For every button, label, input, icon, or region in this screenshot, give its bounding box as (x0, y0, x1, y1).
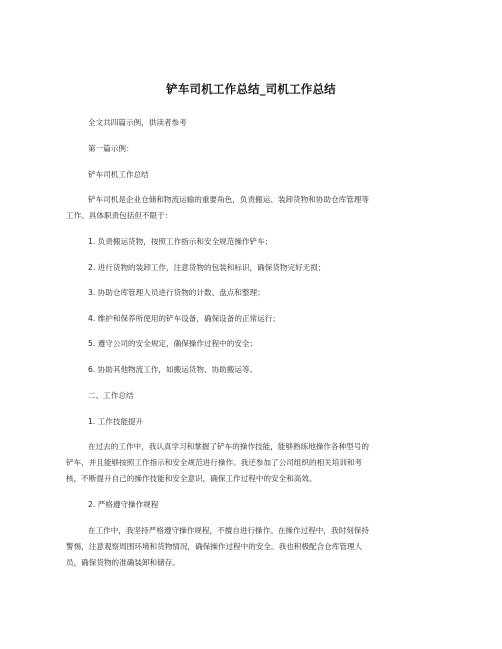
intro-line: 全文共四篇示例，供读者参考 (88, 118, 187, 127)
list-item: 5. 遵守公司的安全规定，确保操作过程中的安全； (88, 339, 258, 348)
paragraph-line: 工作。具体职责包括但不限于： (66, 211, 173, 220)
section-title: 铲车司机工作总结 (88, 170, 149, 179)
section-heading: 二、工作总结 (88, 391, 134, 400)
list-item: 2. 进行货物的装卸工作，注意货物的包装和标识，确保货物完好无损； (88, 263, 326, 272)
document-title: 铲车司机工作总结_司机工作总结 (166, 82, 336, 96)
paragraph-line: 警惕，注意观察周围环境和货物情况，确保操作过程中的安全。我也积极配合仓库管理人 (66, 542, 363, 551)
paragraph-line: 员，确保货物的准确装卸和储存。 (66, 558, 180, 567)
paragraph-line: 在工作中，我坚持严格遵守操作规程，不擅自进行操作。在操作过程中，我时刻保持 (88, 526, 369, 535)
subsection-heading: 1. 工作技能提升 (88, 417, 144, 426)
list-item: 3. 协助仓库管理人员进行货物的计数、盘点和整理； (88, 288, 265, 297)
paragraph-line: 核，不断提升自己的操作技能和安全意识，确保工作过程中的安全和高效。 (66, 474, 317, 483)
list-item: 1. 负责搬运货物，按照工作指示和安全规范操作铲车； (88, 237, 273, 246)
paragraph-line: 铲车司机是企业仓储和物流运输的重要角色，负责搬运、装卸货物和协助仓库管理等 (88, 195, 369, 204)
example-heading: 第一篇示例： (88, 144, 134, 153)
subsection-heading: 2. 严格遵守操作规程 (88, 500, 159, 509)
paragraph-line: 铲车，并且能够按照工作指示和安全规范进行操作。我还参加了公司组织的相关培训和考 (66, 458, 363, 467)
list-item: 6. 协助其他物流工作，如搬运货物、协助搬运等。 (88, 365, 258, 374)
paragraph-line: 在过去的工作中，我认真学习和掌握了铲车的操作技能，能够熟练地操作各种型号的 (88, 442, 369, 451)
list-item: 4. 维护和保养所使用的铲车设备，确保设备的正常运行； (88, 314, 280, 323)
